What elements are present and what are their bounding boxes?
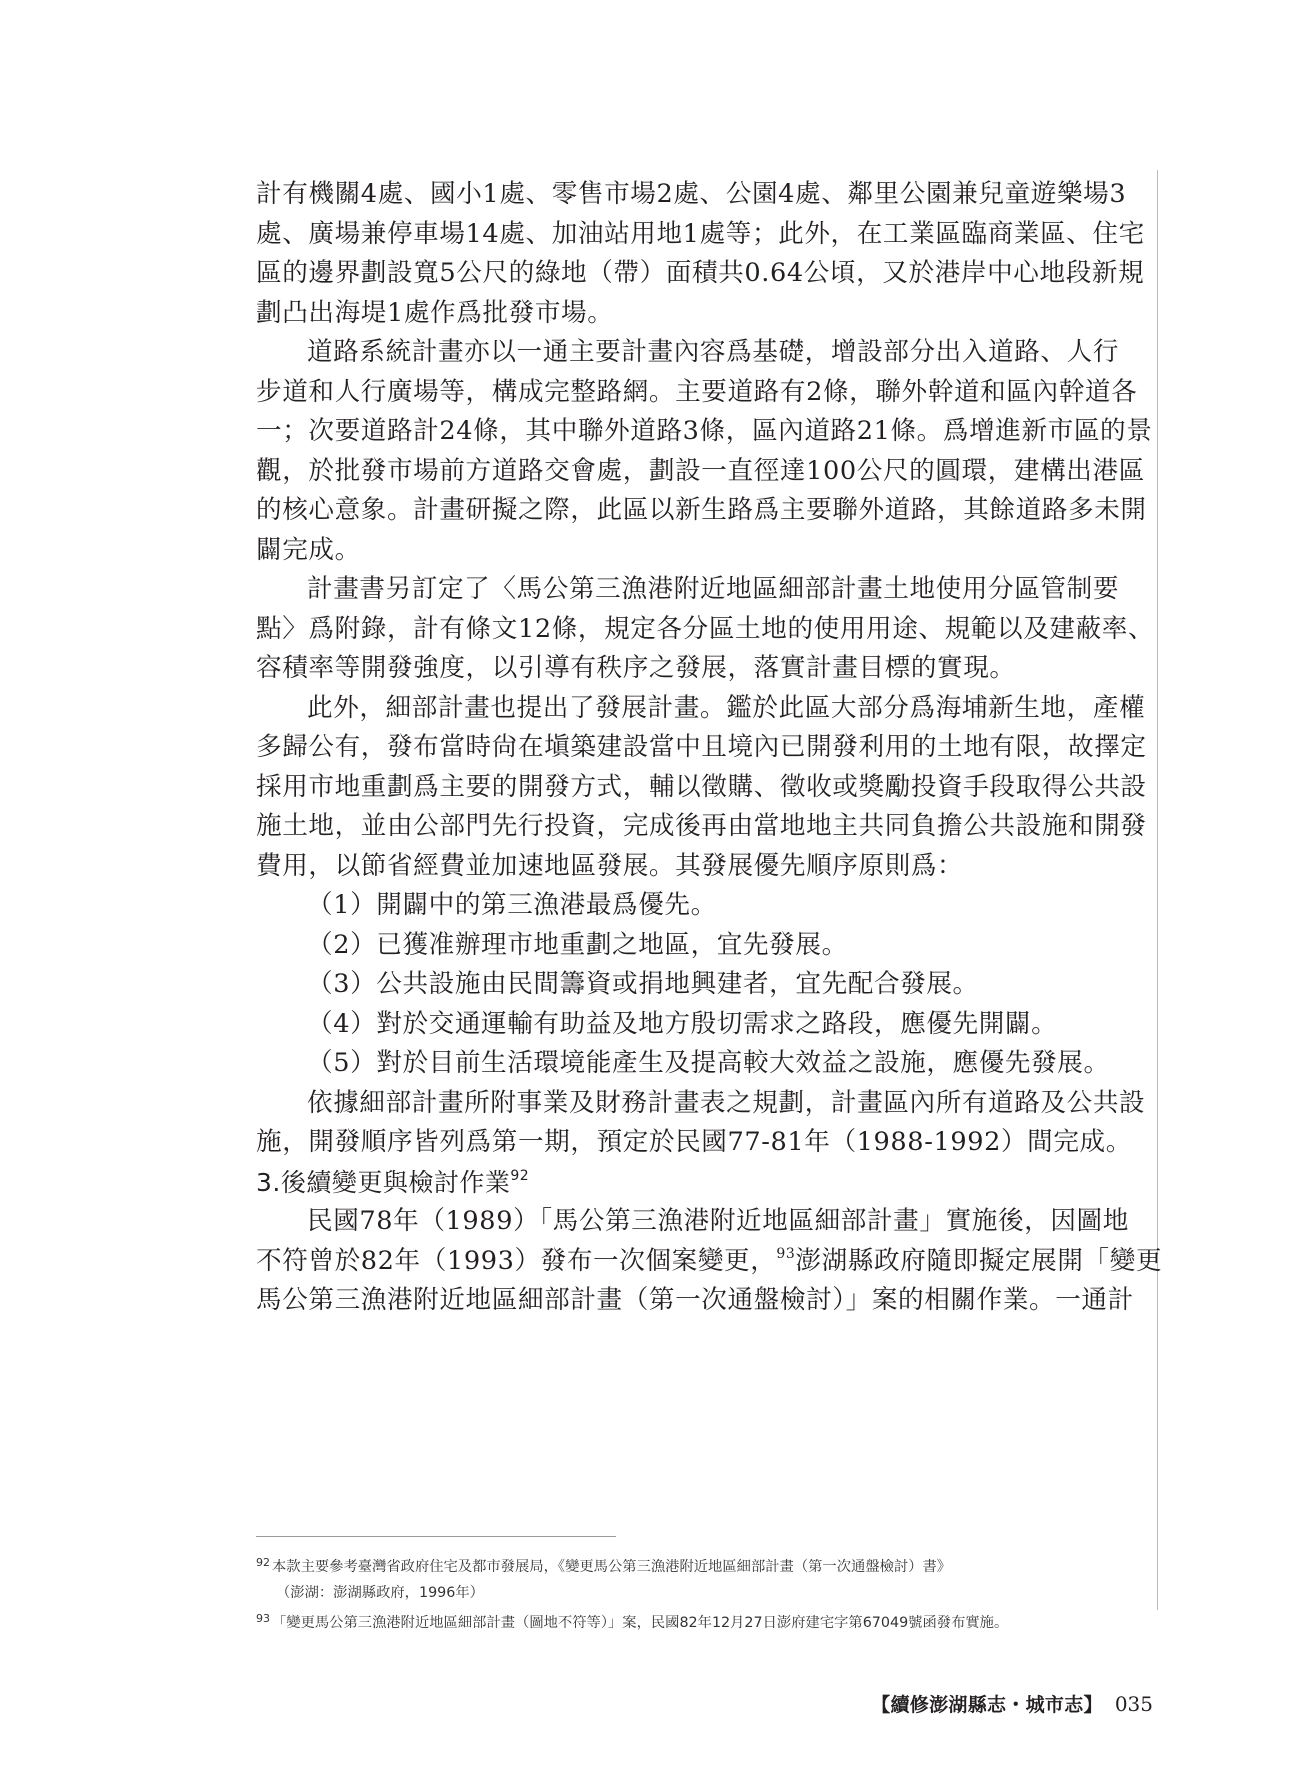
text-line: 道路系統計畫亦以一通主要計畫內容爲基礎，增設部分出入道路、人行 xyxy=(307,337,1120,367)
text-line: 點〉爲附錄，計有條文12條，規定各分區土地的使用用途、規範以及建蔽率、 xyxy=(256,613,1155,644)
footnote-ref-93[interactable]: 93 xyxy=(776,1245,796,1262)
list-item: （1）開闢中的第三漁港最爲優先。 xyxy=(307,890,717,920)
section-heading xyxy=(256,1163,1134,1203)
text-line: 依據細部計畫所附事業及財務計畫表之規劃，計畫區內所有道路及公共設 xyxy=(307,1087,1146,1118)
right-margin-rule xyxy=(1157,170,1158,1610)
text-segment: 不符曾於82年（1993）發布一次個案變更， xyxy=(256,1245,777,1276)
text-line: 馬公第三漁港附近地區細部計畫（第一次通盤檢討）」案的相關作業。一通計 xyxy=(256,1285,1134,1315)
text-line: 多歸公有，發布當時尙在塡築建設當中且境內已開發利用的土地有限，故擇定 xyxy=(256,732,1147,762)
paragraph-6 xyxy=(256,1202,1163,1321)
text-line: 步道和人行廣場等，構成完整路網。主要道路有2條，聯外幹道和區內幹道各 xyxy=(256,376,1138,407)
footnote-92-continuation: （澎湖：澎湖縣政府，1996年） xyxy=(276,1584,484,1601)
text-line xyxy=(256,1242,1163,1282)
text-line: 闢完成。 xyxy=(256,534,361,565)
text-line: 處、廣場兼停車場14處、加油站用地1處等；此外，在工業區臨商業區、住宅 xyxy=(256,218,1145,249)
page-number: 035 xyxy=(1114,1692,1153,1716)
footnotes xyxy=(256,1550,1156,1637)
footnote-93 xyxy=(256,1606,1156,1637)
footnote-divider xyxy=(256,1536,616,1537)
text-line: 的核心意象。計畫研擬之際，此區以新生路爲主要聯外道路，其餘道路多未開 xyxy=(256,495,1147,525)
list-item: （2）已獲准辦理市地重劃之地區，宜先發展。 xyxy=(307,929,848,960)
list-item: （4）對於交通運輸有助益及地方殷切需求之路段，應優先開闢。 xyxy=(307,1008,1058,1039)
footnote-text: 本款主要參考臺灣省政府住宅及都市發展局，《變更馬公第三漁港附近地區細部計畫（第一次通盤檢討）書》 xyxy=(272,1559,952,1575)
footnote-92 xyxy=(256,1550,1156,1581)
footnote-number: 93 xyxy=(256,1612,270,1625)
priority-list xyxy=(256,886,1134,1084)
body-text xyxy=(256,175,1163,1321)
text-line: 施，開發順序皆列爲第一期，預定於民國77-81年（1988-1992）間完成。 xyxy=(256,1127,1132,1157)
running-footer xyxy=(871,1690,1153,1717)
text-line: 施土地，並由公部門先行投資，完成後再由當地地主共同負擔公共設施和開發 xyxy=(256,811,1147,841)
text-line: 採用市地重劃爲主要的開發方式，輔以徵購、徵收或獎勵投資手段取得公共設 xyxy=(256,771,1147,802)
list-item: （5）對於目前生活環境能產生及提高較大效益之設施，應優先發展。 xyxy=(307,1048,1110,1078)
book-title: 【續修澎湖縣志・城市志】 xyxy=(871,1694,1103,1716)
text-segment: 澎湖縣政府隨即擬定展開「變更 xyxy=(795,1245,1163,1276)
paragraph-3 xyxy=(256,570,1155,689)
text-line: 劃凸出海堤1處作爲批發市場。 xyxy=(256,297,614,328)
text-line: 觀，於批發市場前方道路交會處，劃設一直徑達100公尺的圓環，建構出港區 xyxy=(256,455,1145,486)
text-line: 民國78年（1989）「馬公第三漁港附近地區細部計畫」實施後，因圖地 xyxy=(307,1206,1129,1236)
section-heading-text: 3.後續變更與檢討作業 xyxy=(256,1167,511,1197)
text-line: 容積率等開發強度，以引導有秩序之發展，落實計畫目標的實現。 xyxy=(256,653,1016,683)
text-line: 計有機關4處、國小1處、零售市場2處、公園4處、鄰里公園兼兒童遊樂場3 xyxy=(256,179,1127,209)
paragraph-2 xyxy=(256,333,1153,570)
text-line: 一；次要道路計24條，其中聯外道路3條，區內道路21條。爲增進新市區的景 xyxy=(256,416,1153,446)
text-line: 此外，細部計畫也提出了發展計畫。鑑於此區大部分爲海埔新生地，產權 xyxy=(307,692,1146,723)
paragraph-5 xyxy=(256,1084,1146,1163)
text-line: 計畫書另訂定了〈馬公第三漁港附近地區細部計畫土地使用分區管制要 xyxy=(307,574,1120,604)
footnote-text: 「變更馬公第三漁港附近地區細部計畫（圖地不符等）」案，民國82年12月27日澎府建宅字第67049號函發布實施。 xyxy=(272,1615,1009,1631)
text-line: 區的邊界劃設寬5公尺的綠地（帶）面積共0.64公頃，又於港岸中心地段新規 xyxy=(256,258,1145,288)
paragraph-4 xyxy=(256,689,1147,887)
list-item: （3）公共設施由民間籌資或捐地興建者，宜先配合發展。 xyxy=(307,969,979,999)
paragraph-1 xyxy=(256,175,1145,333)
footnote-ref-92[interactable]: 92 xyxy=(510,1167,530,1184)
footnote-number: 92 xyxy=(256,1556,270,1569)
text-line: 費用，以節省經費並加速地區發展。其發展優先順序原則爲： xyxy=(256,850,964,881)
